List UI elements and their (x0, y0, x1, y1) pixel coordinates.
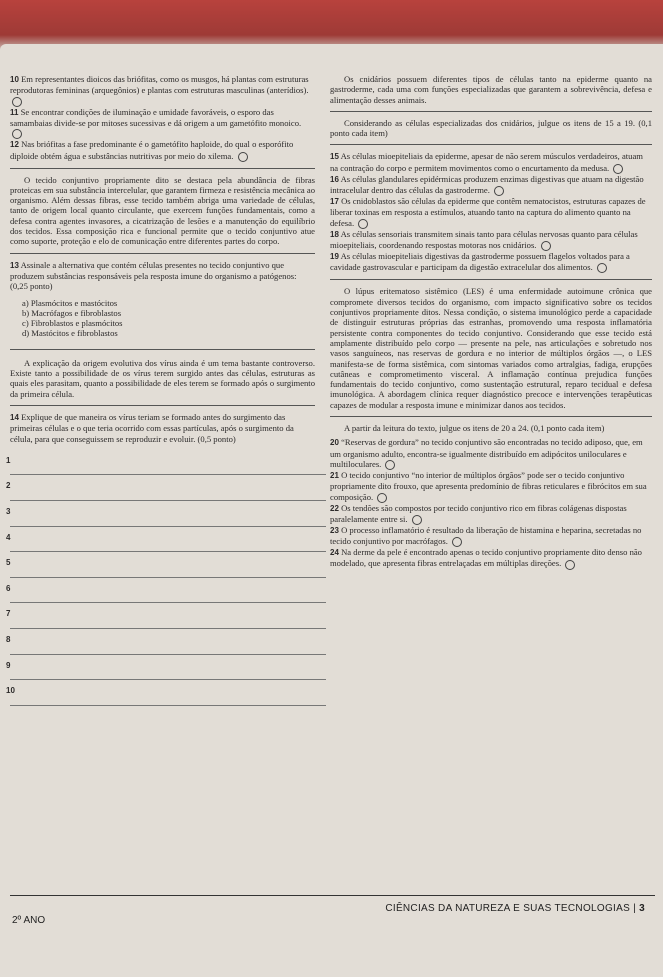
option-c[interactable]: c) Fibroblastos e plasmócitos (22, 318, 123, 329)
instructions-15-19: Considerando as células especializadas dos cnidários, julgue os itens de 15 a 19. (0,1 ponto cada item) (330, 117, 652, 139)
question-14 (10, 412, 315, 444)
option-b[interactable]: b) Macrófagos e fibroblastos (22, 307, 122, 318)
line-number: 5 (6, 558, 11, 568)
question-12 (10, 139, 315, 161)
option-d[interactable]: d) Mastócitos e fibroblastos (22, 328, 118, 339)
answer-bubble[interactable] (565, 560, 575, 570)
question-number: 13 (10, 260, 19, 270)
option-a[interactable]: a) Plasmócitos e mastócitos (22, 297, 118, 308)
divider (330, 279, 652, 280)
question-number: 17 (330, 197, 339, 207)
answer-bubble[interactable] (412, 515, 422, 525)
question-text: O tecido conjuntivo “no interior de múltiplos órgãos” pode ser o tecido conjuntivo propriamente dito frouxo, que apresenta predomínio de fibras reticulares e fibrócitos em sua composição. (330, 469, 647, 502)
left-column (6, 74, 315, 706)
answer-lines[interactable] (6, 450, 326, 706)
line-number: 3 (6, 507, 11, 516)
divider (10, 168, 315, 169)
question-number: 15 (330, 152, 339, 162)
answer-line[interactable] (6, 655, 326, 681)
desk-background (0, 0, 663, 50)
question-23 (330, 525, 652, 547)
answer-bubble[interactable] (597, 263, 607, 273)
question-number: 18 (330, 229, 339, 239)
question-13 (10, 260, 315, 292)
line-number: 2 (6, 481, 11, 491)
right-column (330, 74, 652, 570)
line-number: 7 (6, 609, 11, 619)
question-number: 14 (10, 412, 19, 422)
line-number: 8 (6, 634, 11, 644)
question-24 (330, 547, 652, 569)
question-text: As células mioepiteliais da epiderme, apesar de não serem músculos verdadeiros, atuam na contração do corpo e permitem movimentos como o encurtamento da medusa. (330, 151, 643, 173)
answer-bubble[interactable] (358, 219, 368, 229)
question-18 (330, 229, 652, 251)
divider (10, 349, 315, 350)
text-connective-tissue: O tecido conjuntivo propriamente dito se destaca pela abundância de fibras proteicas em sua substância intercelular, que garantem firmeza e resistência mecânica ao organismo. Além dessas fibras, esse tecido também abriga uma variedade de células, tanto de origem local quanto circulante, que exercem funções fundamentais, como a defesa contra agentes invasores, a cicatrização de lesões e a manutenção do equilíbrio dos tecidos. Essa composição rica e funcional permite que o tecido conjuntivo atue como suporte, proteção e elo de comunicação entre diferentes partes do corpo. (10, 174, 315, 247)
question-17 (330, 196, 652, 229)
question-text: “Reservas de gordura” no tecido conjuntivo são encontradas no tecido adiposo, que, em um organismo adulto, encontra-se igualmente distribuído em adipócitos uniloculares e multiloculares. (330, 437, 643, 469)
subject-area-label: CIÊNCIAS DA NATUREZA E SUAS TECNOLOGIAS (385, 903, 631, 914)
text-virus-origin: A explicação da origem evolutiva dos vírus ainda é um tema bastante controverso. Existe tanto a possibilidade de os vírus terem surgido antes das células, estruturas as quais eles parasitam, quanto a possibilidade de eles terem se formado após o surgimento da primeira célula. (10, 357, 315, 399)
answer-line[interactable] (6, 450, 326, 476)
text-lupus: O lúpus eritematoso sistêmico (LES) é uma enfermidade autoimune crônica que compromete diversos tecidos do organismo, com impacto significativo sobre os tecidos conjuntivos propriamente ditos. Nessa condição, o sistema imunológico perde a capacidade de distinguir estruturas próprias das estranhas, promovendo uma resposta inflamatória persistente contra componentes do tecido conjuntivo. Considerando que esse tecido está amplamente distribuído pelo corpo — presente na pele, nas articulações e sobretudo nos vasos sanguíneos, nas reservas de gordura e no interior de múltiplos órgãos —, o LES manifesta-se de forma sistêmica, com sintomas variados como artralgias, fadiga, erupções cutâneas e comprometimento visceral. A inflamação contínua prejudica funções fundamentais do tecido conjuntivo, como sustentação estrutural, reparo tecidual e defesa imunológica. A abordagem clínica requer diagnóstico precoce e intervenções terapêuticas capazes de modular a resposta imune e minimizar danos aos tecidos. (330, 286, 652, 410)
question-number: 19 (330, 252, 339, 262)
line-number: 10 (6, 686, 15, 696)
question-text: Os tendões são compostos por tecido conjuntivo rico em fibras colágenas dispostas paralelamente entre si. (330, 502, 627, 524)
question-text: Na derme da pele é encontrado apenas o tecido conjuntivo propriamente dito denso não modelado, que apresenta fibras entrelaçadas em múltiplas direções. (330, 547, 642, 569)
question-16 (330, 174, 652, 196)
question-number: 22 (330, 503, 339, 513)
answer-bubble[interactable] (494, 186, 504, 196)
divider (330, 111, 652, 112)
answer-line[interactable] (6, 603, 326, 629)
question-15 (330, 151, 652, 173)
answer-line[interactable] (6, 527, 326, 553)
text-cnidarians: Os cnidários possuem diferentes tipos de células tanto na epiderme quanto na gastroderme, cada uma com funções especializadas que garantem a sobrevivência, defesa e alimentação desses animais. (330, 74, 652, 105)
question-text: Nas briófitas a fase predominante é o gametófito haploide, do qual o esporófito diploide obtém água e substâncias nutritivas por meio do xilema. (10, 139, 294, 161)
answer-bubble[interactable] (613, 164, 623, 174)
question-21 (330, 470, 652, 503)
answer-line[interactable] (6, 578, 326, 604)
divider (10, 253, 315, 254)
divider (10, 405, 315, 406)
divider (330, 144, 652, 145)
answer-line[interactable] (6, 629, 326, 655)
question-20 (330, 437, 652, 470)
page-number: 3 (639, 903, 645, 914)
divider (330, 416, 652, 417)
question-number: 11 (10, 107, 19, 117)
answer-bubble[interactable] (12, 129, 22, 139)
question-number: 23 (330, 525, 339, 535)
question-text: Assinale a alternativa que contém células presentes no tecido conjuntivo que produzem substâncias responsáveis pela resposta imune do organismo a patógenos: (0,25 ponto) (10, 259, 297, 292)
line-number: 9 (6, 660, 11, 670)
answer-bubble[interactable] (238, 152, 248, 162)
answer-line[interactable] (6, 501, 326, 527)
answer-line[interactable] (6, 552, 326, 578)
footer-rule (10, 895, 655, 896)
instructions-20-24: A partir da leitura do texto, julgue os itens de 20 a 24. (0,1 ponto cada item) (344, 422, 605, 433)
answer-line[interactable] (6, 680, 326, 706)
question-19 (330, 251, 652, 273)
question-22 (330, 503, 652, 525)
grade-label: 2º ANO (12, 915, 46, 926)
question-11 (10, 107, 315, 140)
line-number: 4 (6, 532, 11, 542)
question-text: As células sensoriais transmitem sinais tanto para células nervosas quanto para células mioepiteliais, coordenando respostas motoras nos cnidários. (330, 228, 638, 251)
question-number: 20 (330, 438, 339, 448)
answer-line[interactable] (6, 475, 326, 501)
line-number: 1 (6, 455, 11, 465)
answer-bubble[interactable] (12, 97, 22, 107)
question-number: 12 (10, 140, 19, 150)
question-number: 10 (10, 75, 19, 84)
subject-area: CIÊNCIAS DA NATUREZA E SUAS TECNOLOGIAS | 3 (385, 903, 645, 914)
answer-bubble[interactable] (452, 537, 462, 547)
question-text: Em representantes dioicos das briófitas, como os musgos, há plantas com estruturas reprodutoras femininas (arquegônios) e plantas com estruturas masculinas (anterídios). (10, 74, 309, 96)
answer-bubble[interactable] (377, 493, 387, 503)
question-text: As células mioepiteliais digestivas da gastroderme possuem flagelos voltados para a cavidade gastrovascular e participam da digestão extracelular dos alimentos. (330, 251, 630, 273)
question-number: 21 (330, 470, 339, 480)
question-number: 16 (330, 174, 339, 184)
answer-bubble[interactable] (385, 460, 395, 470)
question-10 (10, 74, 315, 107)
answer-bubble[interactable] (541, 241, 551, 251)
question-text: As células glandulares epidérmicas produzem enzimas digestivas que atuam na digestão intracelular dentro das células da gastroderme. (330, 173, 644, 196)
question-number: 24 (330, 548, 339, 558)
line-number: 6 (6, 583, 11, 593)
question-text: Os cnidoblastos são células da epiderme que contêm nematocistos, estruturas capazes de liberar toxinas em resposta a estímulos, atuando tanto na captura do alimento quanto na defesa. (330, 196, 646, 228)
question-text: O processo inflamatório é resultado da liberação de histamina e heparina, secretadas no tecido conjuntivo por macrófagos. (330, 524, 642, 547)
question-text: Explique de que maneira os vírus teriam se formado antes do surgimento das primeiras células e o que teria ocorrido com essas partículas, após o surgimento da célula, para que conseguissem se reproduzir e evoluir. (0,5 ponto) (10, 411, 294, 444)
question-text: Se encontrar condições de iluminação e umidade favoráveis, o esporo das samambaias divide-se por mitoses sucessivas e dá origem a um gametófito monoico. (10, 106, 302, 128)
